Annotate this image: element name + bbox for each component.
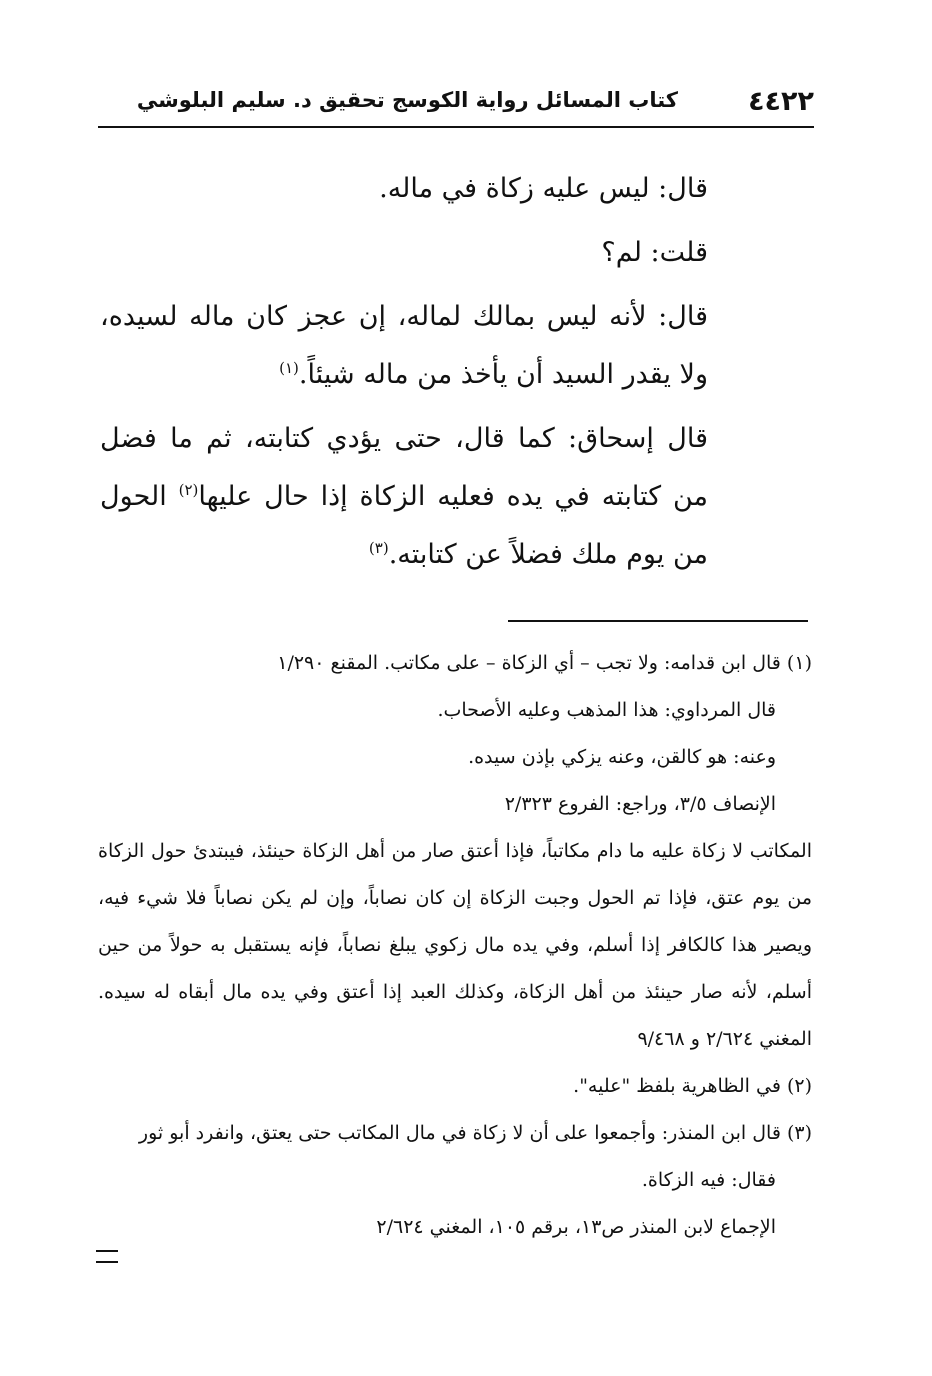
footnotes <box>98 640 812 1251</box>
footnote-3-line-3: الإجماع لابن المنذر ص١٣، برقم ١٠٥، المغني ٢/٦٢٤ <box>376 1216 776 1238</box>
continues-mark <box>96 1250 118 1263</box>
footnote-1-line-4: الإنصاف ٣/٥، وراجع: الفروع ٢/٣٢٣ <box>504 793 776 815</box>
footnote-1-paragraph: المكاتب لا زكاة عليه ما دام مكاتباً، فإذا أعتق صار من أهل الزكاة حينئذ، فيبتدئ حول الزكاة من يوم عتق، فإذا تم الحول وجبت الزكاة إن كان نصاباً، وإن لم يكن نصاباً فلا شيء فيه، ويصير هذا كالكافر إذا أسلم، وفي يده مال زكوي يبلغ نصاباً، فإنه يستقبل به حولاً من حين أسلم، لأنه صار حينئذ من أهل الزكاة، وكذلك العبد إذا أعتق وفي يده مال أبقاه له سيده. المغني ٢/٦٢٤ و ٩/٤٦٨ <box>98 840 812 1050</box>
footnote-3-line-1: (٣) قال ابن المنذر: وأجمعوا على أن لا زكاة في مال المكاتب حتى يعتق، وانفرد أبو ثور <box>138 1122 812 1144</box>
footnote-ref-2: (٢) <box>178 481 199 499</box>
footnote-3-line-2: فقال: فيه الزكاة. <box>641 1169 776 1191</box>
footnote-ref-3: (٣) <box>368 539 389 557</box>
paragraph-4 <box>100 410 708 584</box>
footnote-2: (٢) في الظاهرية بلفظ "عليه". <box>573 1075 812 1097</box>
main-text <box>100 160 708 590</box>
footnote-1-line-1: (١) قال ابن قدامه: ولا تجب – أي الزكاة – على مكاتب. المقنع ١/٢٩٠ <box>277 652 812 674</box>
page-header <box>98 80 814 124</box>
footnote-ref-1: (١) <box>279 359 299 377</box>
header-rule <box>98 126 814 128</box>
paragraph-4-text-b: الحول من يوم ملك فضلاً عن كتابته. <box>100 481 708 570</box>
running-title: كتاب المسائل رواية الكوسج تحقيق د. سليم البلوشي <box>136 88 678 112</box>
footnote-1-line-2: قال المرداوي: هذا المذهب وعليه الأصحاب. <box>437 699 776 721</box>
page-number: ٤٤٢٢ <box>748 86 814 117</box>
footnote-separator <box>508 620 808 622</box>
paragraph-3-text: قال: لأنه ليس بمالك لماله، إن عجز كان ماله لسيده، ولا يقدر السيد أن يأخذ من ماله شيئاً. <box>100 301 708 390</box>
footnote-1-line-3: وعنه: هو كالقن، وعنه يزكي بإذن سيده. <box>468 746 776 768</box>
paragraph-4-text-a: قال إسحاق: كما قال، حتى يؤدي كتابته، ثم ما فضل من كتابته في يده فعليه الزكاة إذا حال عليها <box>100 423 708 512</box>
paragraph-2: قلت: لم؟ <box>601 237 708 268</box>
paragraph-3 <box>100 288 708 404</box>
paragraph-1: قال: ليس عليه زكاة في ماله. <box>379 173 708 204</box>
